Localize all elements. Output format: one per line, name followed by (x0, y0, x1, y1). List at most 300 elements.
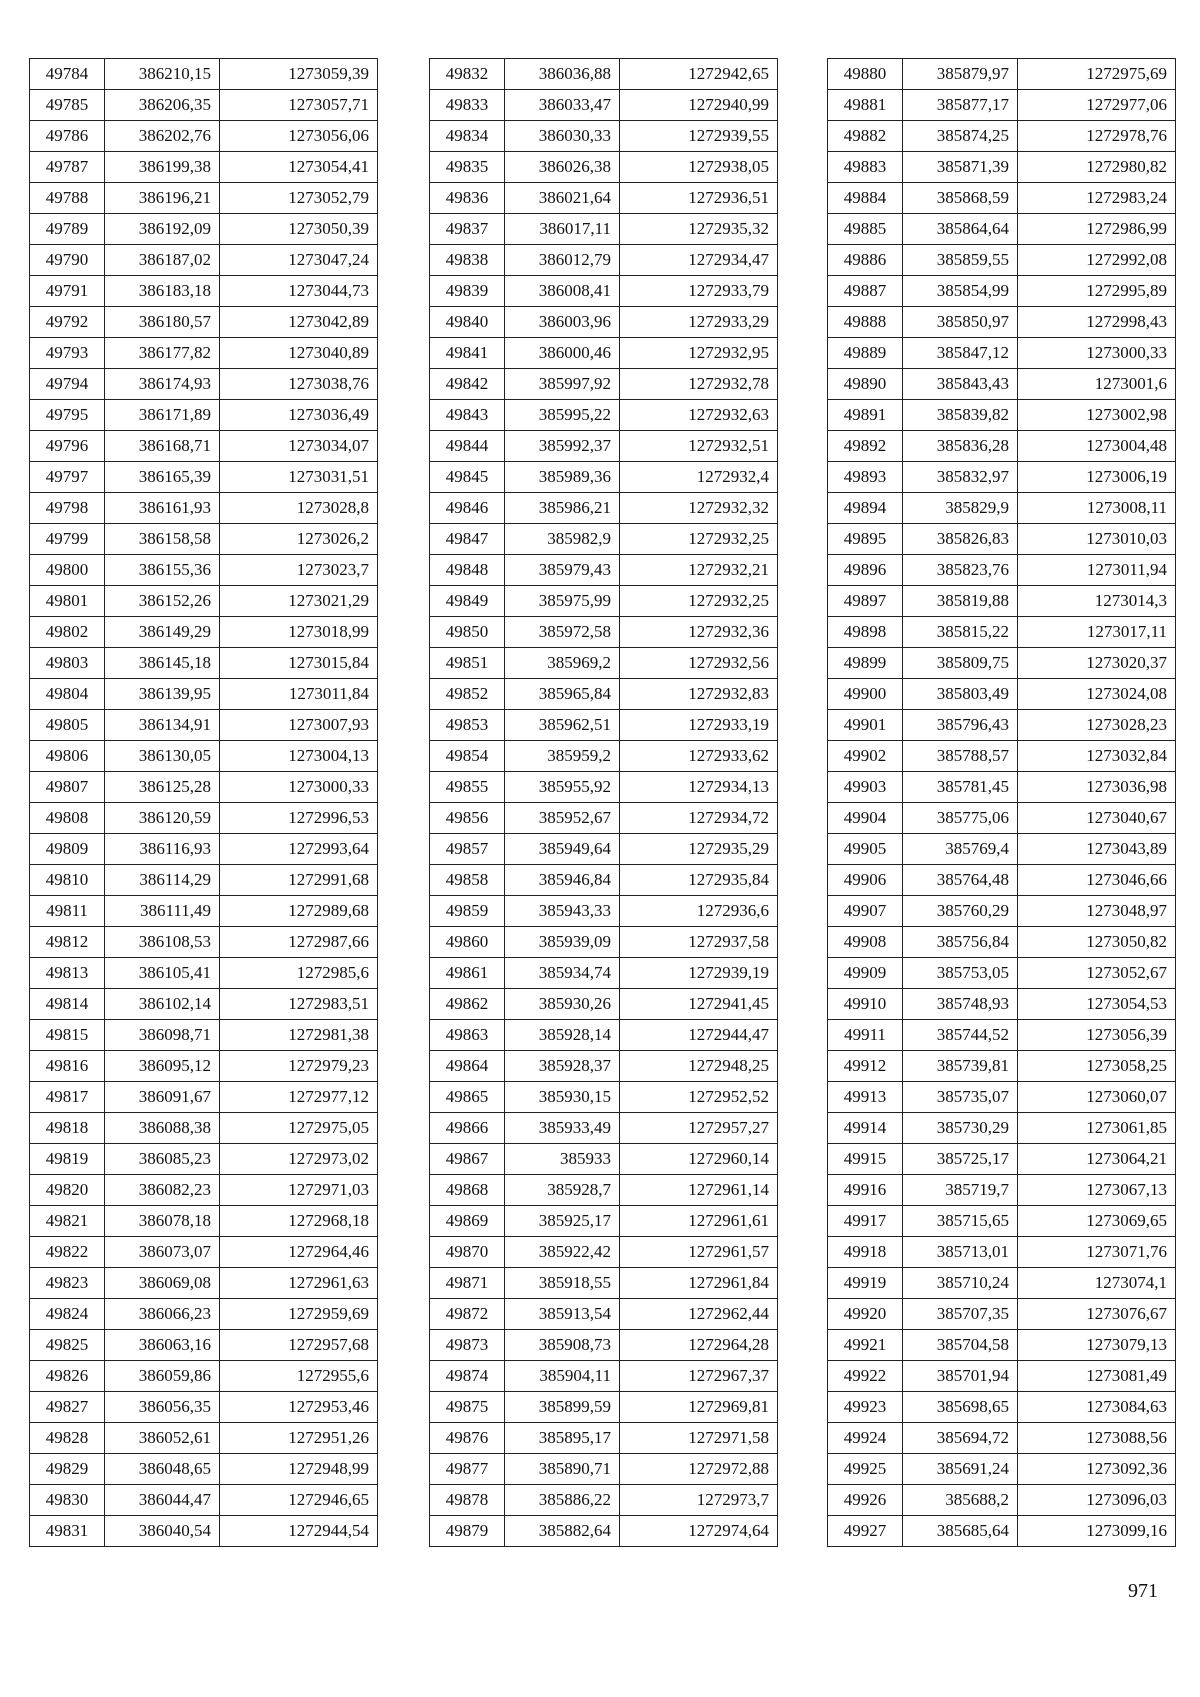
y-coordinate-cell: 1273057,71 (220, 90, 378, 121)
table-row (30, 307, 378, 338)
x-coordinate-cell: 385982,9 (505, 524, 620, 555)
y-coordinate-cell: 1273074,1 (1018, 1268, 1176, 1299)
point-number-cell: 49833 (430, 90, 505, 121)
y-coordinate-cell: 1272934,13 (620, 772, 778, 803)
point-number-cell: 49810 (30, 865, 105, 896)
table-row (828, 1237, 1176, 1268)
y-coordinate-cell: 1272953,46 (220, 1392, 378, 1423)
x-coordinate-cell: 385871,39 (903, 152, 1018, 183)
point-number-cell: 49923 (828, 1392, 903, 1423)
x-coordinate-cell: 386056,35 (105, 1392, 220, 1423)
point-number-cell: 49885 (828, 214, 903, 245)
y-coordinate-cell: 1272933,79 (620, 276, 778, 307)
x-coordinate-cell: 386059,86 (105, 1361, 220, 1392)
x-coordinate-cell: 386183,18 (105, 276, 220, 307)
y-coordinate-cell: 1273031,51 (220, 462, 378, 493)
y-coordinate-cell: 1272935,84 (620, 865, 778, 896)
point-number-cell: 49806 (30, 741, 105, 772)
y-coordinate-cell: 1273026,2 (220, 524, 378, 555)
point-number-cell: 49847 (430, 524, 505, 555)
table-row (828, 834, 1176, 865)
point-number-cell: 49804 (30, 679, 105, 710)
coordinates-table-2 (429, 58, 778, 1547)
x-coordinate-cell: 385698,65 (903, 1392, 1018, 1423)
x-coordinate-cell: 385710,24 (903, 1268, 1018, 1299)
y-coordinate-cell: 1272998,43 (1018, 307, 1176, 338)
table-row (430, 1082, 778, 1113)
table-row (828, 1268, 1176, 1299)
table-row (430, 834, 778, 865)
point-number-cell: 49809 (30, 834, 105, 865)
table-row (828, 183, 1176, 214)
point-number-cell: 49843 (430, 400, 505, 431)
point-number-cell: 49870 (430, 1237, 505, 1268)
point-number-cell: 49861 (430, 958, 505, 989)
point-number-cell: 49908 (828, 927, 903, 958)
y-coordinate-cell: 1272942,65 (620, 59, 778, 90)
x-coordinate-cell: 385997,92 (505, 369, 620, 400)
table-row (828, 1175, 1176, 1206)
table-row (30, 524, 378, 555)
table-row (30, 1392, 378, 1423)
y-coordinate-cell: 1273047,24 (220, 245, 378, 276)
y-coordinate-cell: 1272972,88 (620, 1454, 778, 1485)
x-coordinate-cell: 385836,28 (903, 431, 1018, 462)
y-coordinate-cell: 1273064,21 (1018, 1144, 1176, 1175)
point-number-cell: 49901 (828, 710, 903, 741)
table-row (430, 493, 778, 524)
table-row (828, 524, 1176, 555)
point-number-cell: 49918 (828, 1237, 903, 1268)
table-row (828, 462, 1176, 493)
table-row (30, 1299, 378, 1330)
point-number-cell: 49840 (430, 307, 505, 338)
x-coordinate-cell: 385962,51 (505, 710, 620, 741)
x-coordinate-cell: 385946,84 (505, 865, 620, 896)
table-row (828, 648, 1176, 679)
x-coordinate-cell: 385769,4 (903, 834, 1018, 865)
y-coordinate-cell: 1272955,6 (220, 1361, 378, 1392)
point-number-cell: 49890 (828, 369, 903, 400)
y-coordinate-cell: 1273036,49 (220, 400, 378, 431)
table-row (30, 276, 378, 307)
y-coordinate-cell: 1273069,65 (1018, 1206, 1176, 1237)
x-coordinate-cell: 386073,07 (105, 1237, 220, 1268)
table-row (828, 1020, 1176, 1051)
table-row (30, 214, 378, 245)
x-coordinate-cell: 385764,48 (903, 865, 1018, 896)
point-number-cell: 49815 (30, 1020, 105, 1051)
table-row (828, 276, 1176, 307)
y-coordinate-cell: 1273081,49 (1018, 1361, 1176, 1392)
y-coordinate-cell: 1273048,97 (1018, 896, 1176, 927)
table-row (828, 1423, 1176, 1454)
table-row (30, 958, 378, 989)
point-number-cell: 49795 (30, 400, 105, 431)
y-coordinate-cell: 1272951,26 (220, 1423, 378, 1454)
point-number-cell: 49824 (30, 1299, 105, 1330)
x-coordinate-cell: 386008,41 (505, 276, 620, 307)
y-coordinate-cell: 1272961,61 (620, 1206, 778, 1237)
y-coordinate-cell: 1273006,19 (1018, 462, 1176, 493)
table-row (828, 865, 1176, 896)
table-row (828, 493, 1176, 524)
y-coordinate-cell: 1272957,68 (220, 1330, 378, 1361)
point-number-cell: 49813 (30, 958, 105, 989)
point-number-cell: 49803 (30, 648, 105, 679)
point-number-cell: 49899 (828, 648, 903, 679)
point-number-cell: 49926 (828, 1485, 903, 1516)
y-coordinate-cell: 1273023,7 (220, 555, 378, 586)
table-row (30, 1113, 378, 1144)
point-number-cell: 49817 (30, 1082, 105, 1113)
point-number-cell: 49869 (430, 1206, 505, 1237)
x-coordinate-cell: 385823,76 (903, 555, 1018, 586)
table-row (30, 896, 378, 927)
x-coordinate-cell: 385949,64 (505, 834, 620, 865)
point-number-cell: 49912 (828, 1051, 903, 1082)
x-coordinate-cell: 385715,65 (903, 1206, 1018, 1237)
y-coordinate-cell: 1272967,37 (620, 1361, 778, 1392)
x-coordinate-cell: 386069,08 (105, 1268, 220, 1299)
table-row (828, 989, 1176, 1020)
table-row (30, 1144, 378, 1175)
point-number-cell: 49871 (430, 1268, 505, 1299)
page-number: 971 (1128, 1580, 1158, 1602)
table-row (430, 1175, 778, 1206)
table-row (430, 865, 778, 896)
x-coordinate-cell: 386134,91 (105, 710, 220, 741)
table-row (430, 1454, 778, 1485)
y-coordinate-cell: 1272971,03 (220, 1175, 378, 1206)
point-number-cell: 49917 (828, 1206, 903, 1237)
point-number-cell: 49793 (30, 338, 105, 369)
table-row (30, 1268, 378, 1299)
table-row (430, 772, 778, 803)
y-coordinate-cell: 1272977,12 (220, 1082, 378, 1113)
x-coordinate-cell: 385688,2 (903, 1485, 1018, 1516)
point-number-cell: 49904 (828, 803, 903, 834)
point-number-cell: 49812 (30, 927, 105, 958)
x-coordinate-cell: 386003,96 (505, 307, 620, 338)
point-number-cell: 49805 (30, 710, 105, 741)
table-row (828, 1113, 1176, 1144)
y-coordinate-cell: 1272932,51 (620, 431, 778, 462)
point-number-cell: 49854 (430, 741, 505, 772)
table-row (30, 1082, 378, 1113)
table-row (828, 617, 1176, 648)
table-row (430, 1051, 778, 1082)
point-number-cell: 49873 (430, 1330, 505, 1361)
y-coordinate-cell: 1272932,21 (620, 555, 778, 586)
x-coordinate-cell: 385748,93 (903, 989, 1018, 1020)
x-coordinate-cell: 385928,14 (505, 1020, 620, 1051)
x-coordinate-cell: 386088,38 (105, 1113, 220, 1144)
x-coordinate-cell: 385730,29 (903, 1113, 1018, 1144)
point-number-cell: 49887 (828, 276, 903, 307)
table-row (828, 1082, 1176, 1113)
point-number-cell: 49922 (828, 1361, 903, 1392)
point-number-cell: 49916 (828, 1175, 903, 1206)
point-number-cell: 49927 (828, 1516, 903, 1547)
x-coordinate-cell: 386171,89 (105, 400, 220, 431)
table-row (828, 896, 1176, 927)
point-number-cell: 49834 (430, 121, 505, 152)
x-coordinate-cell: 386155,36 (105, 555, 220, 586)
point-number-cell: 49844 (430, 431, 505, 462)
table-row (30, 927, 378, 958)
point-number-cell: 49788 (30, 183, 105, 214)
x-coordinate-cell: 385882,64 (505, 1516, 620, 1547)
y-coordinate-cell: 1273059,39 (220, 59, 378, 90)
point-number-cell: 49826 (30, 1361, 105, 1392)
point-number-cell: 49799 (30, 524, 105, 555)
x-coordinate-cell: 385934,74 (505, 958, 620, 989)
table-row (430, 276, 778, 307)
y-coordinate-cell: 1272995,89 (1018, 276, 1176, 307)
point-number-cell: 49832 (430, 59, 505, 90)
y-coordinate-cell: 1273038,76 (220, 369, 378, 400)
point-number-cell: 49853 (430, 710, 505, 741)
x-coordinate-cell: 385959,2 (505, 741, 620, 772)
x-coordinate-cell: 385854,99 (903, 276, 1018, 307)
y-coordinate-cell: 1273000,33 (1018, 338, 1176, 369)
x-coordinate-cell: 385886,22 (505, 1485, 620, 1516)
x-coordinate-cell: 386078,18 (105, 1206, 220, 1237)
x-coordinate-cell: 386158,58 (105, 524, 220, 555)
x-coordinate-cell: 386017,11 (505, 214, 620, 245)
y-coordinate-cell: 1273050,82 (1018, 927, 1176, 958)
y-coordinate-cell: 1273054,41 (220, 152, 378, 183)
point-number-cell: 49830 (30, 1485, 105, 1516)
point-number-cell: 49919 (828, 1268, 903, 1299)
table-row (430, 1361, 778, 1392)
point-number-cell: 49802 (30, 617, 105, 648)
x-coordinate-cell: 385803,49 (903, 679, 1018, 710)
y-coordinate-cell: 1272932,95 (620, 338, 778, 369)
x-coordinate-cell: 386196,21 (105, 183, 220, 214)
x-coordinate-cell: 385979,43 (505, 555, 620, 586)
x-coordinate-cell: 386036,88 (505, 59, 620, 90)
y-coordinate-cell: 1272961,63 (220, 1268, 378, 1299)
y-coordinate-cell: 1272989,68 (220, 896, 378, 927)
point-number-cell: 49837 (430, 214, 505, 245)
table-row (30, 1516, 378, 1547)
table-row (430, 958, 778, 989)
y-coordinate-cell: 1272961,84 (620, 1268, 778, 1299)
point-number-cell: 49794 (30, 369, 105, 400)
x-coordinate-cell: 386206,35 (105, 90, 220, 121)
point-number-cell: 49821 (30, 1206, 105, 1237)
point-number-cell: 49875 (430, 1392, 505, 1423)
y-coordinate-cell: 1273004,48 (1018, 431, 1176, 462)
point-number-cell: 49838 (430, 245, 505, 276)
table-row (30, 121, 378, 152)
table-row (430, 586, 778, 617)
x-coordinate-cell: 385933 (505, 1144, 620, 1175)
x-coordinate-cell: 386095,12 (105, 1051, 220, 1082)
x-coordinate-cell: 386130,05 (105, 741, 220, 772)
y-coordinate-cell: 1272985,6 (220, 958, 378, 989)
point-number-cell: 49865 (430, 1082, 505, 1113)
point-number-cell: 49825 (30, 1330, 105, 1361)
table-row (30, 183, 378, 214)
point-number-cell: 49786 (30, 121, 105, 152)
table-row (828, 400, 1176, 431)
x-coordinate-cell: 385928,37 (505, 1051, 620, 1082)
y-coordinate-cell: 1272932,78 (620, 369, 778, 400)
x-coordinate-cell: 386066,23 (105, 1299, 220, 1330)
y-coordinate-cell: 1273001,6 (1018, 369, 1176, 400)
x-coordinate-cell: 385899,59 (505, 1392, 620, 1423)
table-row (828, 1051, 1176, 1082)
point-number-cell: 49864 (430, 1051, 505, 1082)
x-coordinate-cell: 385874,25 (903, 121, 1018, 152)
table-row (828, 214, 1176, 245)
point-number-cell: 49867 (430, 1144, 505, 1175)
point-number-cell: 49831 (30, 1516, 105, 1547)
y-coordinate-cell: 1273040,67 (1018, 803, 1176, 834)
table-row (430, 59, 778, 90)
y-coordinate-cell: 1272939,55 (620, 121, 778, 152)
coordinates-table-3 (827, 58, 1176, 1547)
point-number-cell: 49797 (30, 462, 105, 493)
table-row (30, 772, 378, 803)
y-coordinate-cell: 1272932,63 (620, 400, 778, 431)
table-row (430, 1268, 778, 1299)
x-coordinate-cell: 386108,53 (105, 927, 220, 958)
point-number-cell: 49883 (828, 152, 903, 183)
point-number-cell: 49785 (30, 90, 105, 121)
x-coordinate-cell: 385925,17 (505, 1206, 620, 1237)
table-row (430, 1392, 778, 1423)
y-coordinate-cell: 1273099,16 (1018, 1516, 1176, 1547)
y-coordinate-cell: 1272932,83 (620, 679, 778, 710)
point-number-cell: 49913 (828, 1082, 903, 1113)
x-coordinate-cell: 386048,65 (105, 1454, 220, 1485)
table-row (828, 679, 1176, 710)
x-coordinate-cell: 385989,36 (505, 462, 620, 493)
y-coordinate-cell: 1272932,25 (620, 586, 778, 617)
y-coordinate-cell: 1273076,67 (1018, 1299, 1176, 1330)
y-coordinate-cell: 1272979,23 (220, 1051, 378, 1082)
y-coordinate-cell: 1273056,06 (220, 121, 378, 152)
x-coordinate-cell: 385895,17 (505, 1423, 620, 1454)
table-row (430, 245, 778, 276)
x-coordinate-cell: 385877,17 (903, 90, 1018, 121)
x-coordinate-cell: 385955,92 (505, 772, 620, 803)
table-row (828, 245, 1176, 276)
x-coordinate-cell: 385739,81 (903, 1051, 1018, 1082)
table-row (430, 1485, 778, 1516)
x-coordinate-cell: 386165,39 (105, 462, 220, 493)
x-coordinate-cell: 385908,73 (505, 1330, 620, 1361)
point-number-cell: 49841 (430, 338, 505, 369)
point-number-cell: 49858 (430, 865, 505, 896)
point-number-cell: 49835 (430, 152, 505, 183)
table-row (30, 1020, 378, 1051)
table-row (430, 1237, 778, 1268)
point-number-cell: 49878 (430, 1485, 505, 1516)
y-coordinate-cell: 1273032,84 (1018, 741, 1176, 772)
x-coordinate-cell: 385725,17 (903, 1144, 1018, 1175)
x-coordinate-cell: 386044,47 (105, 1485, 220, 1516)
x-coordinate-cell: 385890,71 (505, 1454, 620, 1485)
x-coordinate-cell: 386149,29 (105, 617, 220, 648)
y-coordinate-cell: 1273028,23 (1018, 710, 1176, 741)
y-coordinate-cell: 1273018,99 (220, 617, 378, 648)
x-coordinate-cell: 386000,46 (505, 338, 620, 369)
x-coordinate-cell: 385992,37 (505, 431, 620, 462)
point-number-cell: 49897 (828, 586, 903, 617)
x-coordinate-cell: 386210,15 (105, 59, 220, 90)
x-coordinate-cell: 386082,23 (105, 1175, 220, 1206)
point-number-cell: 49798 (30, 493, 105, 524)
x-coordinate-cell: 386199,38 (105, 152, 220, 183)
x-coordinate-cell: 385847,12 (903, 338, 1018, 369)
point-number-cell: 49921 (828, 1330, 903, 1361)
point-number-cell: 49906 (828, 865, 903, 896)
x-coordinate-cell: 385864,64 (903, 214, 1018, 245)
x-coordinate-cell: 385965,84 (505, 679, 620, 710)
point-number-cell: 49895 (828, 524, 903, 555)
table-row (430, 121, 778, 152)
y-coordinate-cell: 1273021,29 (220, 586, 378, 617)
y-coordinate-cell: 1272980,82 (1018, 152, 1176, 183)
x-coordinate-cell: 386026,38 (505, 152, 620, 183)
table-row (828, 90, 1176, 121)
x-coordinate-cell: 385975,99 (505, 586, 620, 617)
x-coordinate-cell: 386125,28 (105, 772, 220, 803)
table-row (828, 1392, 1176, 1423)
y-coordinate-cell: 1272932,25 (620, 524, 778, 555)
y-coordinate-cell: 1272961,57 (620, 1237, 778, 1268)
y-coordinate-cell: 1273043,89 (1018, 834, 1176, 865)
x-coordinate-cell: 385939,09 (505, 927, 620, 958)
table-row (430, 648, 778, 679)
y-coordinate-cell: 1272961,14 (620, 1175, 778, 1206)
table-row (828, 555, 1176, 586)
x-coordinate-cell: 386187,02 (105, 245, 220, 276)
table-row (30, 989, 378, 1020)
point-number-cell: 49811 (30, 896, 105, 927)
x-coordinate-cell: 386052,61 (105, 1423, 220, 1454)
table-row (30, 679, 378, 710)
x-coordinate-cell: 386177,82 (105, 338, 220, 369)
y-coordinate-cell: 1272975,69 (1018, 59, 1176, 90)
point-number-cell: 49924 (828, 1423, 903, 1454)
point-number-cell: 49800 (30, 555, 105, 586)
y-coordinate-cell: 1272959,69 (220, 1299, 378, 1330)
y-coordinate-cell: 1273042,89 (220, 307, 378, 338)
y-coordinate-cell: 1272973,7 (620, 1485, 778, 1516)
table-row (828, 927, 1176, 958)
y-coordinate-cell: 1272971,58 (620, 1423, 778, 1454)
table-row (30, 1485, 378, 1516)
point-number-cell: 49877 (430, 1454, 505, 1485)
y-coordinate-cell: 1272991,68 (220, 865, 378, 896)
table-row (828, 307, 1176, 338)
x-coordinate-cell: 385753,05 (903, 958, 1018, 989)
coordinates-table-1 (29, 58, 378, 1547)
point-number-cell: 49851 (430, 648, 505, 679)
y-coordinate-cell: 1273036,98 (1018, 772, 1176, 803)
point-number-cell: 49857 (430, 834, 505, 865)
table-row (430, 307, 778, 338)
table-row (828, 338, 1176, 369)
table-row (828, 1144, 1176, 1175)
x-coordinate-cell: 385775,06 (903, 803, 1018, 834)
